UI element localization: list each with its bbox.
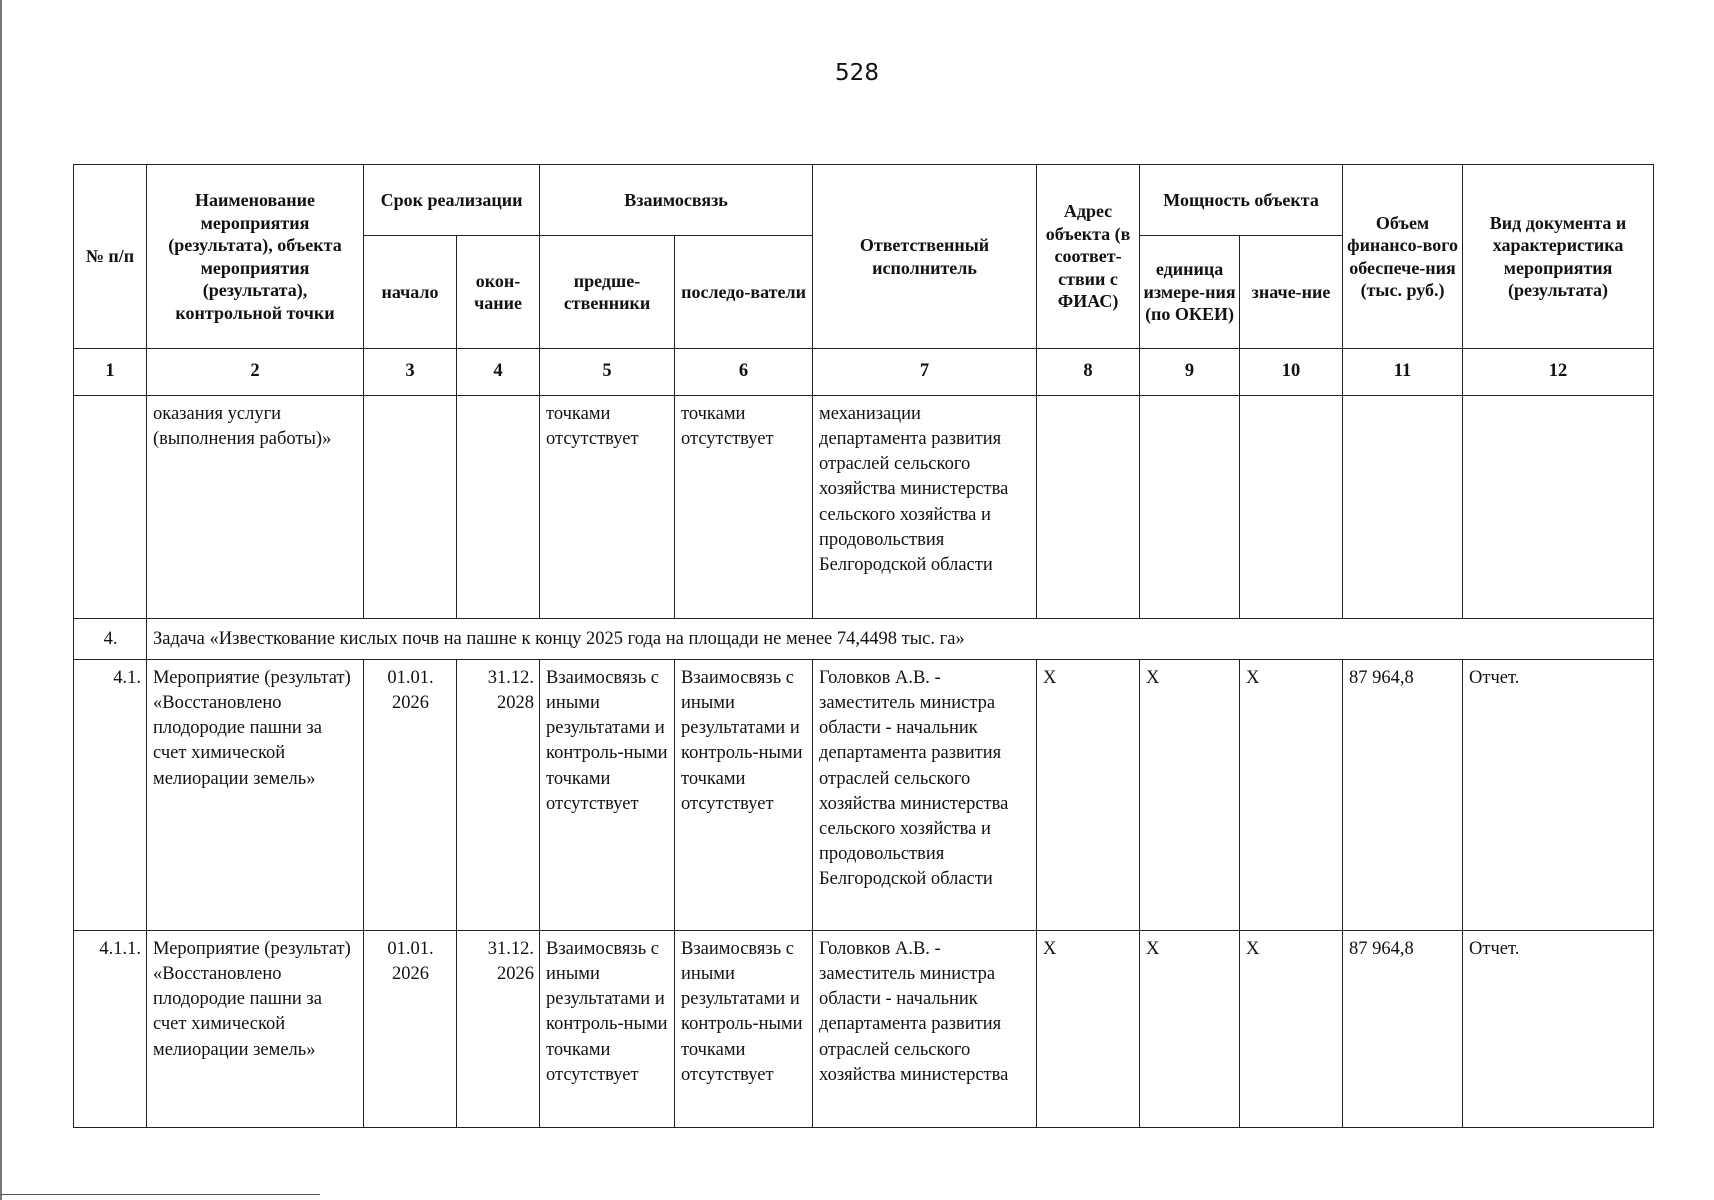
cell-end: 31.12. 2028 <box>457 660 540 931</box>
cell-executor: механизации департамента развития отраслей сельского хозяйства министерства сельского хозяйства и продовольствия Белгородской области <box>813 396 1037 619</box>
column-number: 3 <box>364 349 457 396</box>
column-number: 5 <box>540 349 675 396</box>
table-row <box>74 660 1654 931</box>
scan-edge <box>0 0 2 1200</box>
cell-predecessors: Взаимосвязь с иными результатами и контроль-ными точками отсутствует <box>540 931 675 1128</box>
cell-successors: Взаимосвязь с иными результатами и контроль-ными точками отсутствует <box>675 931 813 1128</box>
header-name: Наименование мероприятия (результата), объекта мероприятия (результата), контрольной точки <box>147 165 364 349</box>
column-number: 10 <box>1240 349 1343 396</box>
cell-address: X <box>1037 660 1140 931</box>
cell-unit <box>1140 396 1240 619</box>
column-number: 12 <box>1463 349 1654 396</box>
cell-doc <box>1463 396 1654 619</box>
cell-unit: X <box>1140 931 1240 1128</box>
cell-predecessors: точками отсутствует <box>540 396 675 619</box>
footer-rule <box>0 1194 320 1195</box>
cell-name: Мероприятие (результат) «Восстановлено плодородие пашни за счет химической мелиорации земель» <box>147 931 364 1128</box>
cell-num: 4.1. <box>74 660 147 931</box>
column-number: 2 <box>147 349 364 396</box>
cell-successors: Взаимосвязь с иными результатами и контроль-ными точками отсутствует <box>675 660 813 931</box>
cell-start <box>364 396 457 619</box>
column-number: 7 <box>813 349 1037 396</box>
header-successors: последо-ватели <box>675 236 813 349</box>
cell-executor: Головков А.В. - заместитель министра области - начальник департамента развития отраслей сельского хозяйства министерства сельского хозяйства и продовольствия Белгородской области <box>813 660 1037 931</box>
header-executor: Ответственный исполнитель <box>813 165 1037 349</box>
header-term-start: начало <box>364 236 457 349</box>
cell-start: 01.01. 2026 <box>364 931 457 1128</box>
column-number: 8 <box>1037 349 1140 396</box>
header-predecessors: предше-ственники <box>540 236 675 349</box>
header-finance: Объем финансо-вого обеспече-ния (тыс. руб.) <box>1343 165 1463 349</box>
page-number: 528 <box>835 60 879 86</box>
cell-num <box>74 396 147 619</box>
cell-value <box>1240 396 1343 619</box>
cell-finance: 87 964,8 <box>1343 931 1463 1128</box>
cell-address: X <box>1037 931 1140 1128</box>
plan-table <box>73 164 1654 1128</box>
task-row <box>74 619 1654 660</box>
cell-end: 31.12. 2026 <box>457 931 540 1128</box>
column-number: 4 <box>457 349 540 396</box>
cell-value: X <box>1240 660 1343 931</box>
column-number: 9 <box>1140 349 1240 396</box>
header-row-top <box>74 165 1654 236</box>
cell-name: Мероприятие (результат) «Восстановлено плодородие пашни за счет химической мелиорации земель» <box>147 660 364 931</box>
column-number: 1 <box>74 349 147 396</box>
header-value: значе-ние <box>1240 236 1343 349</box>
cell-executor: Головков А.В. - заместитель министра области - начальник департамента развития отраслей сельского хозяйства министерства <box>813 931 1037 1128</box>
cell-successors: точками отсутствует <box>675 396 813 619</box>
cell-name: оказания услуги (выполнения работы)» <box>147 396 364 619</box>
header-term-end: окон-чание <box>457 236 540 349</box>
cell-num: 4.1.1. <box>74 931 147 1128</box>
cell-end <box>457 396 540 619</box>
cell-doc: Отчет. <box>1463 931 1654 1128</box>
cell-address <box>1037 396 1140 619</box>
table-row <box>74 931 1654 1128</box>
cell-predecessors: Взаимосвязь с иными результатами и контроль-ными точками отсутствует <box>540 660 675 931</box>
task-text: Задача «Известкование кислых почв на пашне к концу 2025 года на площади не менее 74,4498 тыс. га» <box>147 619 1654 660</box>
cell-doc: Отчет. <box>1463 660 1654 931</box>
header-address: Адрес объекта (в соответ-ствии с ФИАС) <box>1037 165 1140 349</box>
header-num: № п/п <box>74 165 147 349</box>
cell-finance <box>1343 396 1463 619</box>
task-num: 4. <box>74 619 147 660</box>
table-row <box>74 396 1654 619</box>
column-number-row <box>74 349 1654 396</box>
header-relation: Взаимосвязь <box>540 165 813 236</box>
cell-finance: 87 964,8 <box>1343 660 1463 931</box>
header-term: Срок реализации <box>364 165 540 236</box>
column-number: 11 <box>1343 349 1463 396</box>
cell-value: X <box>1240 931 1343 1128</box>
column-number: 6 <box>675 349 813 396</box>
header-unit: единица измере-ния (по ОКЕИ) <box>1140 236 1240 349</box>
header-doc: Вид документа и характеристика мероприятия (результата) <box>1463 165 1654 349</box>
header-capacity: Мощность объекта <box>1140 165 1343 236</box>
cell-start: 01.01. 2026 <box>364 660 457 931</box>
cell-unit: X <box>1140 660 1240 931</box>
